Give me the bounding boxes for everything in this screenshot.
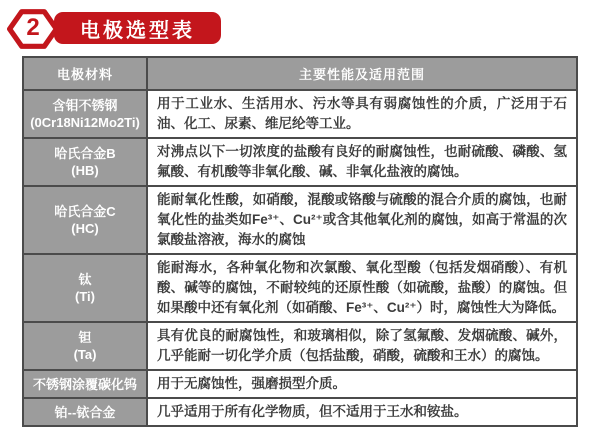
material-name: 含钼不锈钢	[52, 98, 118, 113]
material-code: (HB)	[71, 163, 99, 178]
table-row	[23, 90, 577, 138]
material-name: 不锈钢涂覆碳化钨	[32, 376, 137, 392]
material-name: 钛	[78, 272, 92, 287]
material-cell	[23, 254, 147, 322]
table-row	[23, 322, 577, 370]
material-description: 能耐海水，各种氧化物和次氯酸、氧化型酸（包括发烟硝酸）、有机酸、碱等的腐蚀，不耐较纯的还原性酸（如硫酸，盐酸）的腐蚀。但如果酸中还有氧化剂（如硝酸、Fe³⁺、Cu²⁺）时，腐蚀性大为降低。	[147, 254, 577, 322]
material-code: (HC)	[71, 221, 99, 236]
material-code: (Ta)	[73, 347, 97, 362]
table-row	[23, 254, 577, 322]
material-description: 用于无腐蚀性，强磨损型介质。	[147, 370, 577, 398]
column-header-material: 电极材料	[23, 57, 147, 90]
material-cell	[23, 370, 147, 398]
material-name: 钽	[78, 330, 92, 345]
table-header	[23, 57, 577, 90]
column-header-performance: 主要性能及适用范围	[147, 57, 577, 90]
section-title-bar	[54, 12, 221, 44]
section-number-badge	[7, 7, 59, 51]
material-description: 几乎适用于所有化学物质，但不适用于王水和铵盐。	[147, 398, 577, 426]
table-row	[23, 398, 577, 426]
material-cell	[23, 138, 147, 186]
table-row	[23, 186, 577, 254]
header-row	[23, 57, 577, 90]
table-row	[23, 370, 577, 398]
material-name: 哈氏合金B	[54, 146, 116, 161]
badge-number: 2	[26, 14, 40, 41]
material-description: 能耐氧化性酸，如硝酸，混酸或铬酸与硫酸的混合介质的腐蚀，也耐氧化性的盐类如Fe³⁺、Cu²⁺或含其他氧化剂的腐蚀，如高于常温的次氯酸盐溶液，海水的腐蚀	[147, 186, 577, 254]
material-cell	[23, 90, 147, 138]
material-name: 哈氏合金C	[54, 204, 116, 219]
table-body	[23, 90, 577, 426]
electrode-selection-table	[22, 56, 578, 427]
material-cell	[23, 186, 147, 254]
material-code: (Ti)	[75, 289, 95, 304]
material-description: 具有优良的耐腐蚀性，和玻璃相似，除了氢氟酸、发烟硫酸、碱外，几乎能耐一切化学介质（包括盐酸，硝酸，硫酸和王水）的腐蚀。	[147, 322, 577, 370]
material-code: (0Cr18Ni12Mo2Ti)	[30, 115, 140, 130]
material-description: 对沸点以下一切浓度的盐酸有良好的耐腐蚀性，也耐硫酸、磷酸、氢氟酸、有机酸等非氧化酸、碱、非氧化盐液的腐蚀。	[147, 138, 577, 186]
table-row	[23, 138, 577, 186]
section-title: 电极选型表	[80, 19, 195, 42]
material-name: 铂--铱合金	[54, 404, 116, 420]
material-cell	[23, 398, 147, 426]
material-cell	[23, 322, 147, 370]
material-description: 用于工业水、生活用水、污水等具有弱腐蚀性的介质，广泛用于石油、化工、尿素、维尼纶等工业。	[147, 90, 577, 138]
